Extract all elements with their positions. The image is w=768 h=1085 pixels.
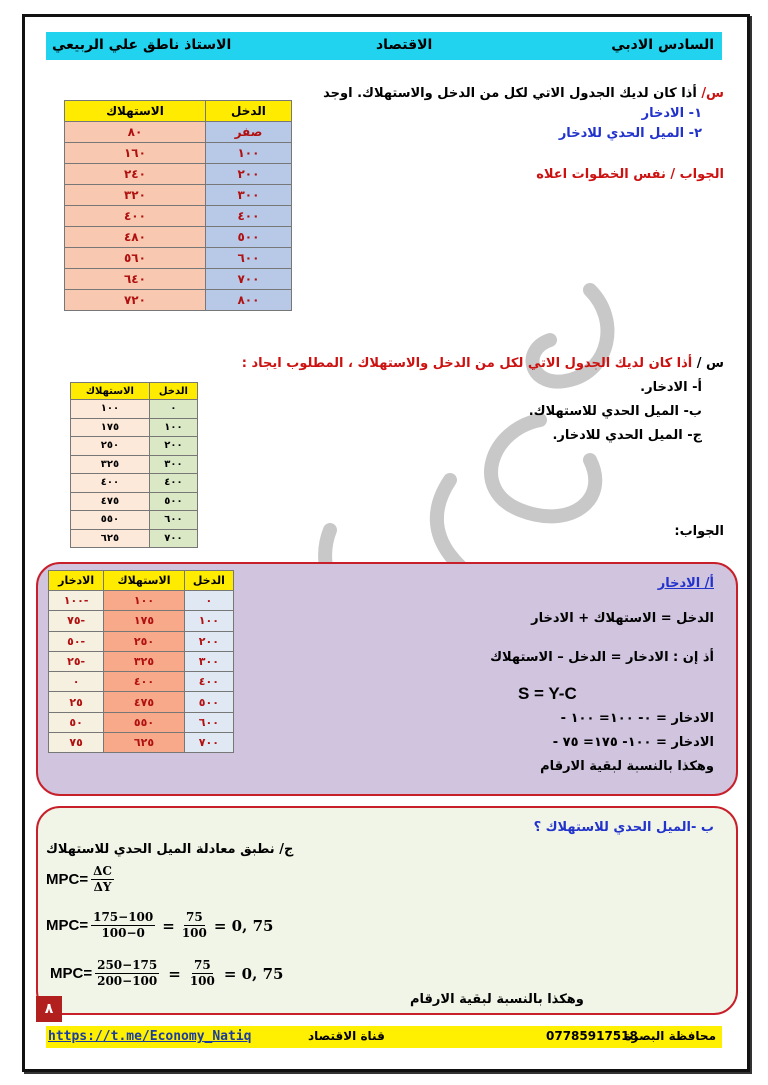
table-cell: ٣٢٠ xyxy=(65,185,206,206)
header-grade: السادس الادبي xyxy=(611,37,714,53)
table-cell: ١٦٠ xyxy=(65,143,206,164)
table-cell: ٦٢٥ xyxy=(71,529,150,548)
page-footer xyxy=(46,1026,722,1048)
table-row xyxy=(49,712,234,732)
mpc-formula-general: MPC= $\frac{\Delta C}{\Delta Y}$ xyxy=(46,864,112,894)
table-cell: ٧٠٠ xyxy=(184,733,233,753)
footer-province: محافظة البصرة xyxy=(624,1029,716,1043)
table-cell: ٢٠٠ xyxy=(205,164,291,185)
table-cell: ٢٥٠ xyxy=(71,437,150,456)
table-row xyxy=(71,455,198,474)
table-cell: ٤٠٠ xyxy=(184,672,233,692)
table-cell: ٥٠ xyxy=(49,712,104,732)
table-cell: ٣٢٥ xyxy=(104,651,185,671)
table-cell: ٥٠٠ xyxy=(184,692,233,712)
table-row xyxy=(49,692,234,712)
table-row xyxy=(65,164,292,185)
table-row xyxy=(65,227,292,248)
q2-text: س / أذا كان لديك الجدول الاتي لكل من الدخل والاستهلاك ، المطلوب ايجاد : xyxy=(241,356,724,371)
saving-formula: S = Y-C xyxy=(518,684,577,703)
table-header: الاستهلاك xyxy=(104,571,185,591)
q1-item-2: ٢- الميل الحدي للادخار xyxy=(558,126,702,141)
table-row xyxy=(71,418,198,437)
mpc-formula-calc-2: MPC= $\frac{250-175}{200-100}$ = $\frac{75}{100}$ = 0, 75 xyxy=(50,958,284,988)
table-row xyxy=(49,672,234,692)
table-cell: ٠ xyxy=(184,591,233,611)
page-header xyxy=(46,32,722,60)
q1-income-consumption-table xyxy=(64,100,292,311)
table-cell: ١٠٠ xyxy=(149,418,197,437)
saving-calc-1: الادخار = ٠- ١٠٠= ١٠٠ - xyxy=(560,711,714,726)
table-cell: صفر xyxy=(205,122,291,143)
table-header: الدخل xyxy=(149,383,197,400)
table-row xyxy=(71,474,198,493)
q1-item-1: ١- الادخار xyxy=(641,106,702,121)
footer-channel: قناة الاقتصاد xyxy=(308,1029,385,1043)
table-cell: ٤٠٠ xyxy=(71,474,150,493)
saving-rest: وهكذا بالنسبة لبقية الارقام xyxy=(540,759,714,774)
table-row xyxy=(49,733,234,753)
q2-answer-label: الجواب: xyxy=(674,524,724,539)
mpc-question: ب -الميل الحدي للاستهلاك ؟ xyxy=(533,820,714,835)
table-header: الادخار xyxy=(49,571,104,591)
table-row xyxy=(71,400,198,419)
table-cell: ٣٠٠ xyxy=(149,455,197,474)
saving-line-1: الدخل = الاستهلاك + الادخار xyxy=(531,611,714,626)
table-cell: ٨٠ xyxy=(65,122,206,143)
table-row xyxy=(71,529,198,548)
table-cell: -٢٥ xyxy=(49,651,104,671)
table-cell: -١٠٠ xyxy=(49,591,104,611)
table-row xyxy=(65,206,292,227)
table-cell: ٣٠٠ xyxy=(184,651,233,671)
table-cell: ٥٦٠ xyxy=(65,248,206,269)
table-row xyxy=(71,511,198,530)
table-cell: ١٠٠ xyxy=(104,591,185,611)
q1-answer: الجواب / نفس الخطوات اعلاه xyxy=(536,167,724,182)
table-cell: ١٧٥ xyxy=(71,418,150,437)
saving-line-2: أذ إن : الادخار = الدخل – الاستهلاك xyxy=(490,650,714,665)
table-cell: ٣٠٠ xyxy=(205,185,291,206)
table-cell: ٢٠٠ xyxy=(184,631,233,651)
table-cell: ٦٠٠ xyxy=(149,511,197,530)
mpc-answer: ج/ نطبق معادلة الميل الحدي للاستهلاك xyxy=(46,842,294,857)
table-row xyxy=(65,248,292,269)
table-cell: ١٠٠ xyxy=(205,143,291,164)
table-cell: ١٧٥ xyxy=(104,611,185,631)
table-cell: ١٠٠ xyxy=(184,611,233,631)
table-row xyxy=(49,651,234,671)
table-cell: ٤٠٠ xyxy=(205,206,291,227)
mpc-formula-calc-1: MPC= $\frac{175-100}{100-0}$ = $\frac{75}{100}$ = 0, 75 xyxy=(46,910,274,940)
table-row xyxy=(49,631,234,651)
table-cell: ٦٠٠ xyxy=(184,712,233,732)
q2-item-a: أ- الادخار. xyxy=(640,380,702,395)
table-cell: ٣٢٥ xyxy=(71,455,150,474)
page-number: ٨ xyxy=(36,996,62,1022)
table-header: الاستهلاك xyxy=(71,383,150,400)
table-cell: ٥٥٠ xyxy=(104,712,185,732)
q2-item-b: ب- الميل الحدي للاستهلاك. xyxy=(528,404,702,419)
header-subject: الاقتصاد xyxy=(376,37,433,53)
footer-link[interactable]: https://t.me/Economy_Natiq xyxy=(48,1029,252,1044)
table-cell: ٠ xyxy=(49,672,104,692)
footer-phone: 07785917518 xyxy=(546,1029,638,1043)
table-cell: ٥٥٠ xyxy=(71,511,150,530)
table-cell: ٦٢٥ xyxy=(104,733,185,753)
table-cell: ٧٠٠ xyxy=(205,269,291,290)
table-cell: ٤٠٠ xyxy=(104,672,185,692)
saving-calc-2: الادخار = ١٠٠- ١٧٥= ٧٥ - xyxy=(552,735,714,750)
table-cell: ٠ xyxy=(149,400,197,419)
table-row xyxy=(65,269,292,290)
table-cell: ٤٧٥ xyxy=(104,692,185,712)
table-header: الاستهلاك xyxy=(65,101,206,122)
table-cell: ١٠٠ xyxy=(71,400,150,419)
table-header: الدخل xyxy=(184,571,233,591)
table-cell: ٤٧٥ xyxy=(71,492,150,511)
table-cell: ٢٠٠ xyxy=(149,437,197,456)
table-cell: ٢٥٠ xyxy=(104,631,185,651)
table-row xyxy=(65,122,292,143)
q2-income-consumption-table xyxy=(70,382,198,548)
table-cell: ٦٠٠ xyxy=(205,248,291,269)
table-row xyxy=(65,290,292,311)
table-cell: ٧٠٠ xyxy=(149,529,197,548)
table-cell: ٧٢٠ xyxy=(65,290,206,311)
table-row xyxy=(49,611,234,631)
saving-table xyxy=(48,570,234,753)
table-header: الدخل xyxy=(205,101,291,122)
table-cell: ٨٠٠ xyxy=(205,290,291,311)
table-cell: ٤٨٠ xyxy=(65,227,206,248)
table-cell: -٥٠ xyxy=(49,631,104,651)
table-cell: ٥٠٠ xyxy=(149,492,197,511)
table-row xyxy=(65,143,292,164)
table-cell: -٧٥ xyxy=(49,611,104,631)
table-row xyxy=(65,185,292,206)
mpc-rest: وهكذا بالنسبة لبقية الارقام xyxy=(410,992,584,1007)
table-cell: ٤٠٠ xyxy=(149,474,197,493)
table-cell: ٤٠٠ xyxy=(65,206,206,227)
table-row xyxy=(49,591,234,611)
table-cell: ٢٤٠ xyxy=(65,164,206,185)
table-cell: ٥٠٠ xyxy=(205,227,291,248)
table-cell: ٦٤٠ xyxy=(65,269,206,290)
table-row xyxy=(71,437,198,456)
q2-item-c: ج- الميل الحدي للادخار. xyxy=(552,428,702,443)
header-teacher: الاستاذ ناطق علي الربيعي xyxy=(52,37,232,53)
q1-text: س/ أذا كان لديك الجدول الاتي لكل من الدخل والاستهلاك. اوجد xyxy=(323,86,724,101)
table-row xyxy=(71,492,198,511)
table-cell: ٢٥ xyxy=(49,692,104,712)
saving-title: أ/ الادخار xyxy=(657,576,714,591)
table-cell: ٧٥ xyxy=(49,733,104,753)
